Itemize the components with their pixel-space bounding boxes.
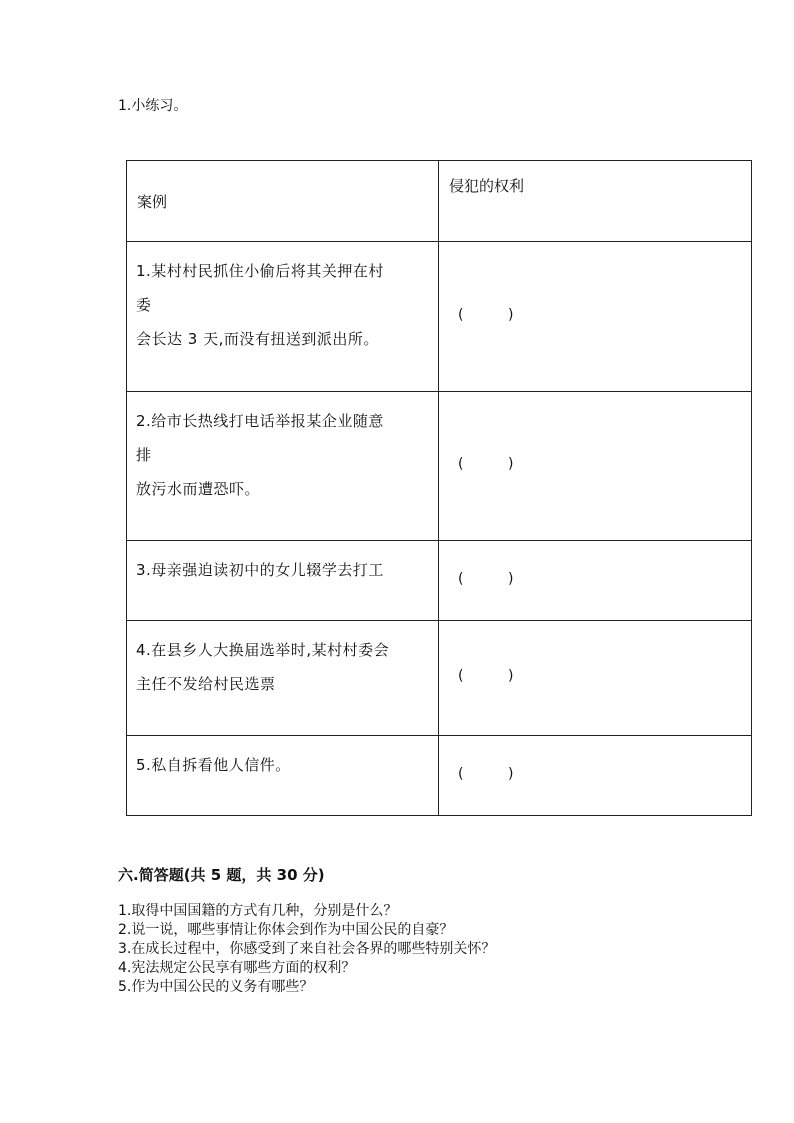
answer-blank: ( ): [458, 456, 514, 472]
case-line: 委: [136, 296, 152, 314]
table-row: [127, 392, 752, 541]
case-cell: [127, 541, 439, 621]
answer-cell[interactable]: [439, 541, 752, 621]
case-cell: [127, 242, 439, 392]
header-right-label: 侵犯的权利: [449, 177, 525, 195]
case-line: 排: [136, 446, 152, 464]
section-title: 六.简答题(共 5 题，共 30 分): [118, 866, 325, 884]
table-header-row: [127, 161, 752, 242]
case-line: 3.母亲强迫读初中的女儿辍学去打工: [136, 561, 384, 579]
answer-blank: ( ): [458, 766, 514, 782]
answer-cell[interactable]: [439, 736, 752, 816]
list-item: 3.在成长过程中，你感受到了来自社会各界的哪些特别关怀？: [118, 941, 496, 957]
case-line: 4.在县乡人大换届选举时,某村村委会: [136, 641, 390, 659]
answer-blank: ( ): [458, 307, 514, 323]
question-title: 1.小练习。: [118, 98, 188, 114]
answer-blank: ( ): [458, 668, 514, 684]
answer-cell[interactable]: [439, 621, 752, 736]
list-item: 5.作为中国公民的义务有哪些？: [118, 979, 314, 995]
case-line: 主任不发给村民选票: [136, 675, 276, 693]
answer-blank: ( ): [458, 571, 514, 587]
case-line: 5.私自拆看他人信件。: [136, 756, 291, 774]
answer-cell[interactable]: [439, 392, 752, 541]
case-cell: [127, 736, 439, 816]
case-line: 放污水而遭恐吓。: [136, 480, 261, 498]
list-item: 2.说一说，哪些事情让你体会到作为中国公民的自豪？: [118, 922, 454, 938]
header-case-cell: [127, 161, 439, 242]
case-line: 2.给市长热线打电话举报某企业随意: [136, 412, 384, 430]
case-cell: [127, 392, 439, 541]
header-case-label: 案例: [137, 193, 168, 211]
case-line: 1.某村村民抓住小偷后将其关押在村: [136, 262, 384, 280]
header-right-cell: [439, 161, 752, 242]
table-row: [127, 242, 752, 392]
question-list: [118, 902, 495, 997]
case-table: [126, 160, 752, 816]
table-row: [127, 736, 752, 816]
list-item: 4.宪法规定公民享有哪些方面的权利？: [118, 960, 356, 976]
answer-cell[interactable]: [439, 242, 752, 392]
case-line: 会长达 3 天,而没有扭送到派出所。: [136, 330, 379, 348]
case-cell: [127, 621, 439, 736]
table-row: [127, 621, 752, 736]
table-row: [127, 541, 752, 621]
list-item: 1.取得中国国籍的方式有几种，分别是什么？: [118, 903, 398, 919]
